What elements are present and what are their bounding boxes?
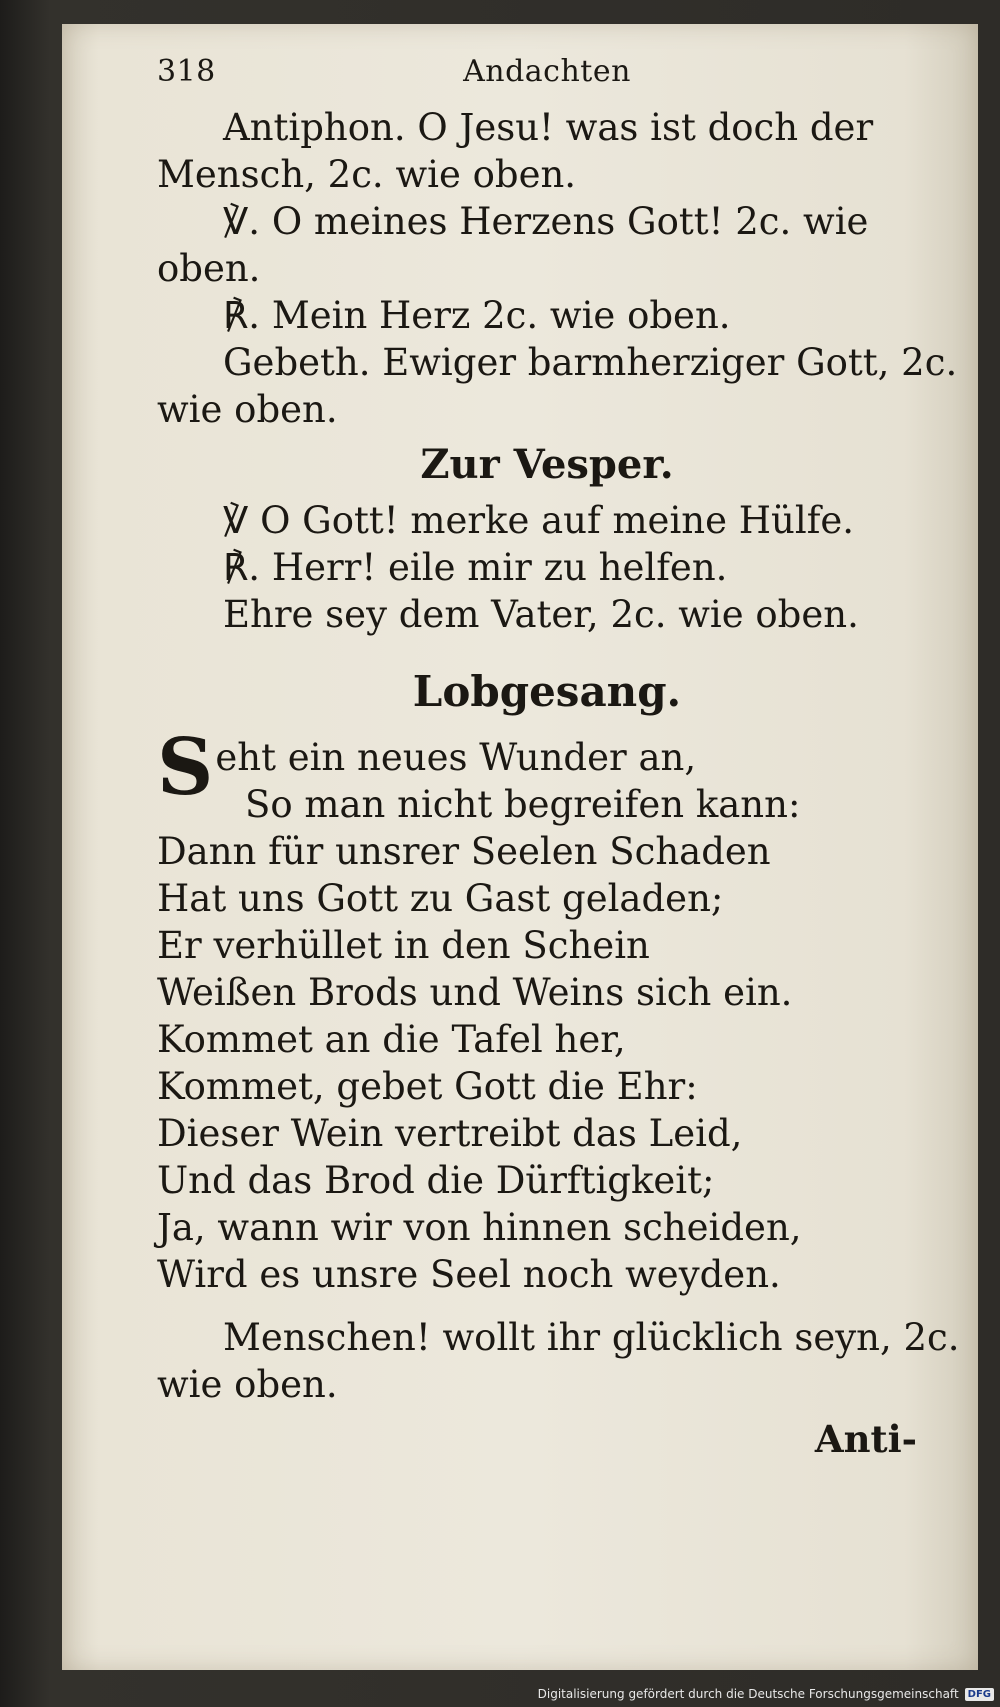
versicle-line: ℣ O Gott! merke auf meine Hülfe. <box>223 499 855 542</box>
hymn-line: Dann für unsrer Seelen Schaden <box>157 830 771 873</box>
digitization-credit <box>538 1687 994 1701</box>
text-line: oben. <box>157 247 261 290</box>
page-content <box>157 54 1000 1463</box>
section-heading-lobgesang: Lobgesang. <box>412 667 682 716</box>
text-line: wie oben. <box>157 1363 338 1406</box>
section-heading-vesper: Zur Vesper. <box>420 441 674 488</box>
text-line: Menschen! wollt ihr glücklich seyn, 2c. <box>223 1316 960 1359</box>
hymn-line: Weißen Brods und Weins sich ein. <box>157 971 793 1014</box>
hymn-line: Kommet an die Tafel her, <box>157 1018 626 1061</box>
text-line: ℣. O meines Herzens Gott! 2c. wie <box>223 200 869 243</box>
text-line: ℟. Mein Herz 2c. wie oben. <box>223 294 731 337</box>
hymn-line: Kommet, gebet Gott die Ehr: <box>157 1065 698 1108</box>
catchword: Anti- <box>814 1417 917 1461</box>
doxology-line: Ehre sey dem Vater, 2c. wie oben. <box>223 593 859 636</box>
hymn-line-text: eht ein neues Wunder an, <box>215 736 697 779</box>
hymn-line: Wird es unsre Seel noch weyden. <box>157 1253 781 1296</box>
credit-text: Digitalisierung gefördert durch die Deutsche Forschungsgemeinschaft <box>537 1687 959 1701</box>
text-line: Antiphon. O Jesu! was ist doch der <box>223 106 874 149</box>
book-page <box>62 24 978 1670</box>
text-line: Gebeth. Ewiger barmherziger Gott, 2c. <box>223 341 958 384</box>
text-line: Mensch, 2c. wie oben. <box>157 153 577 196</box>
page-header <box>157 54 1000 104</box>
running-head: Andachten <box>463 54 631 89</box>
page-number: 318 <box>157 54 216 89</box>
hymn-line: Hat uns Gott zu Gast geladen; <box>157 877 724 920</box>
spacer <box>157 1298 1000 1314</box>
response-line: ℟. Herr! eile mir zu helfen. <box>223 546 728 589</box>
hymn-line: Dieser Wein vertreibt das Leid, <box>157 1112 743 1155</box>
hymn-line: So man nicht begreifen kann: <box>245 783 801 826</box>
dfg-logo: DFG <box>965 1688 994 1701</box>
hymn-line: Ja, wann wir von hinnen scheiden, <box>157 1206 802 1249</box>
text-line: wie oben. <box>157 388 338 431</box>
hymn-line: Und das Brod die Dürftigkeit; <box>157 1159 715 1202</box>
drop-cap: S <box>157 722 214 813</box>
hymn-line: Er verhüllet in den Schein <box>157 924 650 967</box>
